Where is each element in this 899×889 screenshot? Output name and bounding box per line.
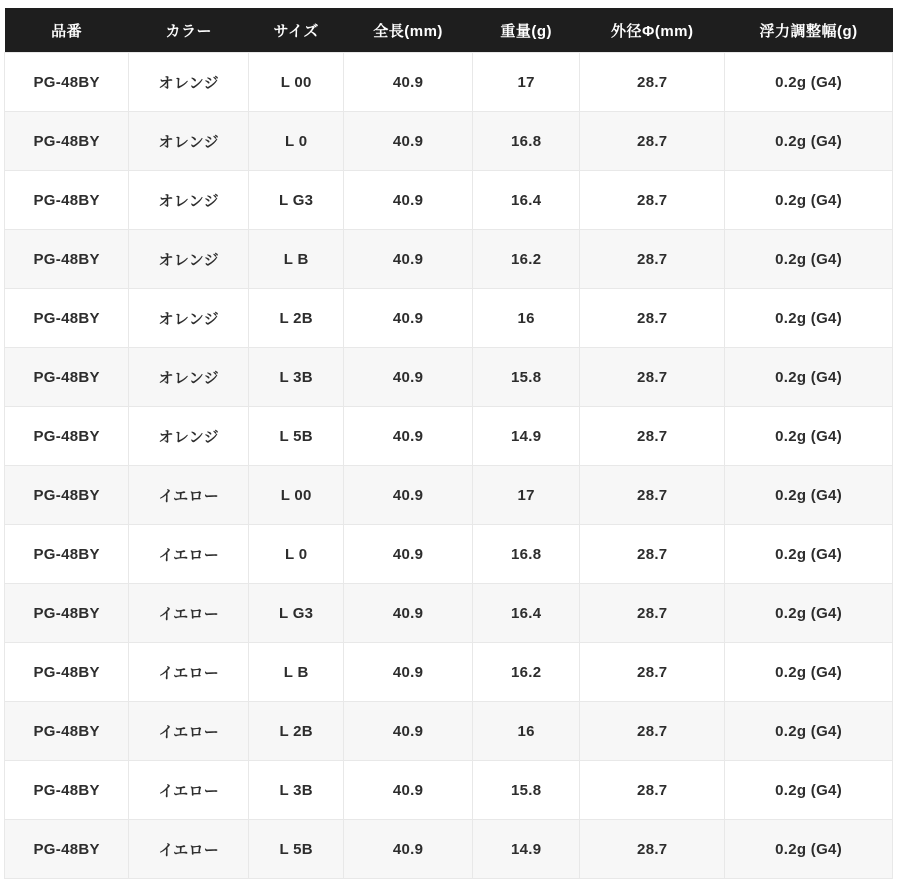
table-row	[5, 702, 893, 761]
buoyancy-adjust-g-cell: 0.2g (G4)	[725, 53, 893, 112]
product-code-cell: PG-48BY	[5, 171, 129, 230]
length-mm-cell: 40.9	[344, 584, 473, 643]
table-row	[5, 348, 893, 407]
table-row	[5, 820, 893, 879]
buoyancy-adjust-g-cell: 0.2g (G4)	[725, 761, 893, 820]
product-code-cell: PG-48BY	[5, 53, 129, 112]
color-cell: オレンジ	[129, 171, 249, 230]
weight-g-cell: 15.8	[472, 348, 579, 407]
size-cell: L 00	[249, 53, 344, 112]
size-cell: L 3B	[249, 348, 344, 407]
table-row	[5, 525, 893, 584]
color-cell: イエロー	[129, 584, 249, 643]
product-code-cell: PG-48BY	[5, 643, 129, 702]
weight-g-cell: 16	[472, 289, 579, 348]
color-cell: オレンジ	[129, 230, 249, 289]
product-spec-table	[4, 8, 893, 879]
table-row	[5, 289, 893, 348]
product-code-cell: PG-48BY	[5, 230, 129, 289]
column-header-outer-diameter-mm: 外径Φ(mm)	[580, 8, 725, 53]
outer-diameter-mm-cell: 28.7	[580, 53, 725, 112]
table-row	[5, 53, 893, 112]
buoyancy-adjust-g-cell: 0.2g (G4)	[725, 112, 893, 171]
column-header-size: サイズ	[249, 8, 344, 53]
length-mm-cell: 40.9	[344, 407, 473, 466]
spec-table-head	[5, 8, 893, 53]
color-cell: オレンジ	[129, 289, 249, 348]
size-cell: L 2B	[249, 289, 344, 348]
size-cell: L 5B	[249, 820, 344, 879]
size-cell: L 5B	[249, 407, 344, 466]
product-code-cell: PG-48BY	[5, 348, 129, 407]
color-cell: オレンジ	[129, 407, 249, 466]
weight-g-cell: 16.8	[472, 112, 579, 171]
outer-diameter-mm-cell: 28.7	[580, 761, 725, 820]
product-code-cell: PG-48BY	[5, 761, 129, 820]
product-code-cell: PG-48BY	[5, 466, 129, 525]
weight-g-cell: 17	[472, 53, 579, 112]
product-code-cell: PG-48BY	[5, 525, 129, 584]
color-cell: イエロー	[129, 761, 249, 820]
length-mm-cell: 40.9	[344, 53, 473, 112]
color-cell: イエロー	[129, 643, 249, 702]
outer-diameter-mm-cell: 28.7	[580, 584, 725, 643]
length-mm-cell: 40.9	[344, 702, 473, 761]
buoyancy-adjust-g-cell: 0.2g (G4)	[725, 466, 893, 525]
buoyancy-adjust-g-cell: 0.2g (G4)	[725, 702, 893, 761]
length-mm-cell: 40.9	[344, 171, 473, 230]
outer-diameter-mm-cell: 28.7	[580, 289, 725, 348]
color-cell: イエロー	[129, 525, 249, 584]
color-cell: オレンジ	[129, 348, 249, 407]
header-row	[5, 8, 893, 53]
column-header-color: カラー	[129, 8, 249, 53]
weight-g-cell: 16.4	[472, 584, 579, 643]
weight-g-cell: 17	[472, 466, 579, 525]
length-mm-cell: 40.9	[344, 112, 473, 171]
weight-g-cell: 14.9	[472, 820, 579, 879]
buoyancy-adjust-g-cell: 0.2g (G4)	[725, 171, 893, 230]
product-code-cell: PG-48BY	[5, 702, 129, 761]
weight-g-cell: 16.2	[472, 230, 579, 289]
table-row	[5, 230, 893, 289]
weight-g-cell: 16.8	[472, 525, 579, 584]
table-row	[5, 112, 893, 171]
weight-g-cell: 14.9	[472, 407, 579, 466]
outer-diameter-mm-cell: 28.7	[580, 702, 725, 761]
outer-diameter-mm-cell: 28.7	[580, 171, 725, 230]
color-cell: オレンジ	[129, 53, 249, 112]
outer-diameter-mm-cell: 28.7	[580, 112, 725, 171]
spec-table-body	[5, 53, 893, 879]
outer-diameter-mm-cell: 28.7	[580, 525, 725, 584]
column-header-product-code: 品番	[5, 8, 129, 53]
outer-diameter-mm-cell: 28.7	[580, 820, 725, 879]
length-mm-cell: 40.9	[344, 230, 473, 289]
weight-g-cell: 15.8	[472, 761, 579, 820]
buoyancy-adjust-g-cell: 0.2g (G4)	[725, 348, 893, 407]
size-cell: L 3B	[249, 761, 344, 820]
length-mm-cell: 40.9	[344, 525, 473, 584]
table-row	[5, 643, 893, 702]
column-header-length-mm: 全長(mm)	[344, 8, 473, 53]
buoyancy-adjust-g-cell: 0.2g (G4)	[725, 643, 893, 702]
length-mm-cell: 40.9	[344, 820, 473, 879]
product-code-cell: PG-48BY	[5, 407, 129, 466]
length-mm-cell: 40.9	[344, 761, 473, 820]
size-cell: L 0	[249, 525, 344, 584]
column-header-buoyancy-adjust-g: 浮力調整幅(g)	[725, 8, 893, 53]
table-row	[5, 407, 893, 466]
size-cell: L 0	[249, 112, 344, 171]
color-cell: イエロー	[129, 820, 249, 879]
length-mm-cell: 40.9	[344, 466, 473, 525]
outer-diameter-mm-cell: 28.7	[580, 643, 725, 702]
color-cell: イエロー	[129, 702, 249, 761]
table-row	[5, 171, 893, 230]
outer-diameter-mm-cell: 28.7	[580, 230, 725, 289]
column-header-weight-g: 重量(g)	[472, 8, 579, 53]
table-row	[5, 761, 893, 820]
weight-g-cell: 16.2	[472, 643, 579, 702]
table-row	[5, 466, 893, 525]
outer-diameter-mm-cell: 28.7	[580, 348, 725, 407]
table-row	[5, 584, 893, 643]
size-cell: L B	[249, 230, 344, 289]
size-cell: L B	[249, 643, 344, 702]
length-mm-cell: 40.9	[344, 643, 473, 702]
size-cell: L G3	[249, 584, 344, 643]
length-mm-cell: 40.9	[344, 348, 473, 407]
buoyancy-adjust-g-cell: 0.2g (G4)	[725, 407, 893, 466]
product-code-cell: PG-48BY	[5, 820, 129, 879]
buoyancy-adjust-g-cell: 0.2g (G4)	[725, 584, 893, 643]
buoyancy-adjust-g-cell: 0.2g (G4)	[725, 820, 893, 879]
buoyancy-adjust-g-cell: 0.2g (G4)	[725, 289, 893, 348]
weight-g-cell: 16.4	[472, 171, 579, 230]
buoyancy-adjust-g-cell: 0.2g (G4)	[725, 230, 893, 289]
weight-g-cell: 16	[472, 702, 579, 761]
length-mm-cell: 40.9	[344, 289, 473, 348]
color-cell: オレンジ	[129, 112, 249, 171]
outer-diameter-mm-cell: 28.7	[580, 466, 725, 525]
size-cell: L G3	[249, 171, 344, 230]
product-code-cell: PG-48BY	[5, 289, 129, 348]
color-cell: イエロー	[129, 466, 249, 525]
product-code-cell: PG-48BY	[5, 584, 129, 643]
product-code-cell: PG-48BY	[5, 112, 129, 171]
size-cell: L 2B	[249, 702, 344, 761]
outer-diameter-mm-cell: 28.7	[580, 407, 725, 466]
buoyancy-adjust-g-cell: 0.2g (G4)	[725, 525, 893, 584]
size-cell: L 00	[249, 466, 344, 525]
